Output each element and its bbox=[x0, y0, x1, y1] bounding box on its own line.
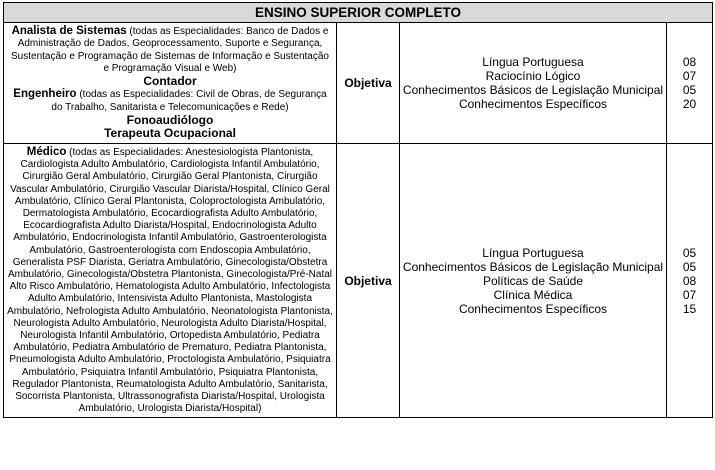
disciplina: Políticas de Saúde bbox=[482, 273, 584, 288]
table-row bbox=[4, 144, 713, 418]
disciplina: Clínica Médica bbox=[493, 287, 573, 302]
section-header: ENSINO SUPERIOR COMPLETO bbox=[4, 3, 713, 23]
disciplina: Raciocínio Lógico bbox=[485, 69, 581, 83]
cargos-cell bbox=[4, 23, 337, 144]
table-row bbox=[4, 23, 713, 144]
cargo-detail: (todas as Especialidades: Banco de Dados e Administração de Dados, Geoprocessamento, Suporte e Segurança, Sustentação e Programação de Sistemas de Informação e Sustentação e Programação Visual e Web) bbox=[11, 26, 329, 74]
questoes-cell bbox=[667, 23, 713, 144]
cargo-name: Médico bbox=[26, 146, 67, 158]
prova-tipo: Objetiva bbox=[337, 23, 400, 144]
disciplina: Conhecimentos Básicos de Legislação Municipal bbox=[402, 83, 664, 97]
disciplina: Língua Portuguesa bbox=[482, 55, 584, 69]
disciplina: Conhecimentos Específicos bbox=[458, 97, 608, 111]
cargo-item bbox=[7, 146, 333, 415]
cargo-detail: (todas as Especialidades: Anestesiologista Plantonista, Cardiologista Adulto Ambulatório, Cardiologista Infantil Ambulatório, Cirurgião Geral Ambulatório, Cirurgião Geral Plantonista, Cirurgião Vascular Ambulatório, Cirurgião Vascular Diarista/Hospital, Clínico Geral Ambulatório, Clínico Geral Plantonista, Coloproctologista Ambulatório, Dermatologista Ambulatório, Ecocardiografista Adulto Ambulatório, Ecocardiografista Adulto Diarista/Hospital, Endocrinologista Adulto Ambulatório, Endocrinologista Infantil Ambulatório, Gastroenterologista Ambulatório, Gastroenterologista com Endoscopia Ambulatório, Generalista PSF Diarista, Geriatra Ambulatório, Ginecologista/Obstetra Ambulatório, Ginecologista/Obstetra Plantonista, Ginecologista/Pré-Natal Alto Risco Ambulatório, Hematologista Adulto Ambulatório, Infectologista Adulto Ambulatório, Intensivista Adulto Plantonista, Mastologista Ambulatório, Nefrologista Adulto Ambulatório, Neonatologista Plantonista, Neurologista Adulto Ambulatório, Neurologista Adulto Diarista/Hospital, Neurologista Infantil Ambulatório, Ortopedista Ambulatório, Pediatra Ambulatório, Pediatra Ambulatório de Prematuro, Pediatra Plantonista, Pneumologista Adulto Ambulatório, Proctologista Ambulatório, Psiquiatra Ambulatório, Psiquiatra Infantil Ambulatório, Psiquiatra Plantonista, Regulador Plantonista, Reumatologista Adulto Ambulatório, Sanitarista, Socorrista Plantonista, Ultrassonografista Diarista/Hospital, Urologista Ambulatório, Urologista Diarista/Hospital) bbox=[7, 147, 333, 415]
cargo-detail: (todas as Especialidades: Civil de Obras, de Segurança do Trabalho, Sanitarista e Telecomunicações e Rede) bbox=[51, 89, 327, 113]
cargo-name: Contador bbox=[143, 73, 197, 88]
questoes-count: 05 bbox=[682, 83, 697, 97]
questoes-count: 07 bbox=[682, 287, 697, 302]
questoes-count: 20 bbox=[682, 97, 697, 111]
cargo-name: Analista de Sistemas bbox=[11, 25, 127, 38]
questoes-count: 05 bbox=[682, 259, 697, 274]
questoes-count: 08 bbox=[682, 273, 697, 288]
disciplina: Língua Portuguesa bbox=[482, 245, 584, 260]
disciplinas-cell bbox=[400, 23, 667, 144]
cargo-item bbox=[7, 88, 333, 113]
questoes-count: 08 bbox=[682, 55, 697, 69]
questoes-count: 05 bbox=[682, 245, 697, 260]
prova-tipo: Objetiva bbox=[337, 144, 400, 418]
disciplina: Conhecimentos Específicos bbox=[458, 301, 608, 316]
questoes-count: 15 bbox=[682, 301, 697, 316]
disciplina: Conhecimentos Básicos de Legislação Municipal bbox=[402, 259, 664, 274]
cargos-cell bbox=[4, 144, 337, 418]
disciplinas-cell bbox=[400, 144, 667, 418]
cargo-name: Fonoaudiólogo bbox=[126, 112, 214, 127]
cargo-name: Terapeuta Ocupacional bbox=[104, 126, 236, 141]
questoes-cell bbox=[667, 144, 713, 418]
cargo-item bbox=[7, 25, 333, 75]
questoes-count: 07 bbox=[682, 69, 697, 83]
table-header-row bbox=[4, 3, 713, 23]
exam-table bbox=[3, 2, 713, 418]
cargo-name: Engenheiro bbox=[13, 88, 77, 101]
